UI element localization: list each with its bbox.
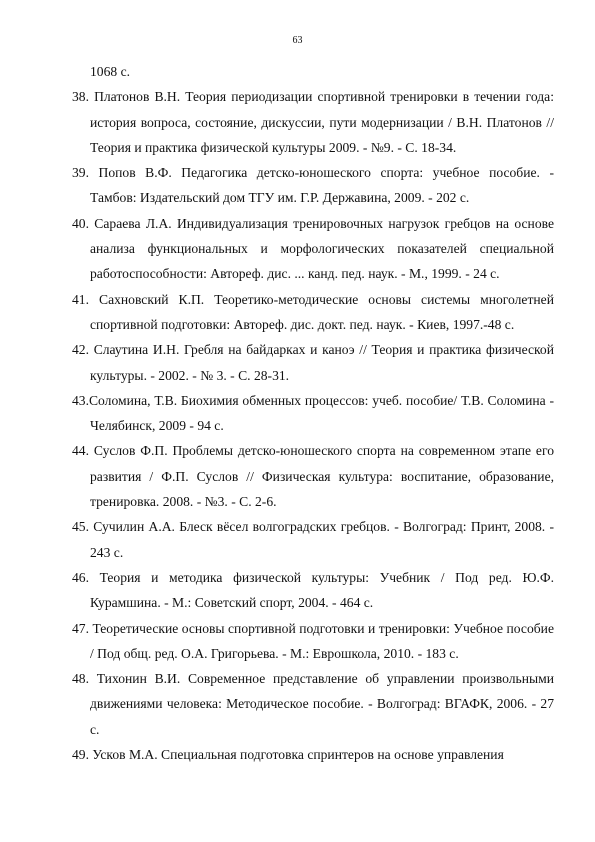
reference-item-47: 47. Теоретические основы спортивной подготовки и тренировки: Учебное пособие / Под общ. ред. О.А. Григорьева. - М.: Еврошкола, 2010. - 183 с. (72, 620, 554, 661)
reference-item-39: 39. Попов В.Ф. Педагогика детско-юношеского спорта: учебное пособие. - Тамбов: Издательский дом ТГУ им. Г.Р. Державина, 2009. - 202 с. (72, 165, 554, 206)
reference-item-43: 43.Соломина, Т.В. Биохимия обменных процессов: учеб. пособие/ Т.В. Соломина - Челябинск, 2009 - 94 с. (72, 392, 554, 434)
reference-item-38: 38. Платонов В.Н. Теория периодизации спортивной тренировки в течении года: история вопроса, состояние, дискуссии, пути модернизации / В.Н. Платонов // Теория и практика физической культуры 2009. - №9. - С. 18-34. (72, 89, 554, 155)
reference-item-45: 45. Сучилин А.А. Блеск вёсел волгоградских гребцов. - Волгоград: Принт, 2008. - 243 с. (72, 519, 554, 560)
reference-item-46: 46. Теория и методика физической культуры: Учебник / Под ред. Ю.Ф. Курамшина. - М.: Советский спорт, 2004. - 464 с. (72, 569, 554, 611)
reference-item-49: 49. Усков М.А. Специальная подготовка спринтеров на основе управления (72, 747, 504, 763)
reference-item-42: 42. Слаутина И.Н. Гребля на байдарках и каноэ // Теория и практика физической культуры. - 2002. - № 3. - С. 28-31. (72, 342, 554, 383)
page-number: 63 (292, 35, 303, 46)
reference-item-48: 48. Тихонин В.И. Современное представление об управлении произвольными движениями человека: Методическое пособие. - Волгоград: ВГАФК, 2006. - 27 с. (72, 671, 554, 737)
reference-item-40: 40. Сараева Л.А. Индивидуализация тренировочных нагрузок гребцов на основе анализа функциональных и морфологических показателей специальной работоспособности: Автореф. дис. ... канд. пед. наук. - М., 1999. - 24 с. (72, 215, 554, 282)
reference-item-41: 41. Сахновский К.П. Теоретико-методические основы системы многолетней спортивной подготовки: Автореф. дис. докт. пед. наук. - Киев, 1997.-48 с. (72, 291, 554, 332)
reference-list (72, 59, 554, 767)
reference-continuation: 1068 с. (90, 64, 131, 79)
reference-item-44: 44. Суслов Ф.П. Проблемы детско-юношеского спорта на современном этапе его развития / Ф.П. Суслов // Физическая культура: воспитание, образование, тренировка. 2008. - №3. - С. 2-6. (72, 443, 554, 510)
